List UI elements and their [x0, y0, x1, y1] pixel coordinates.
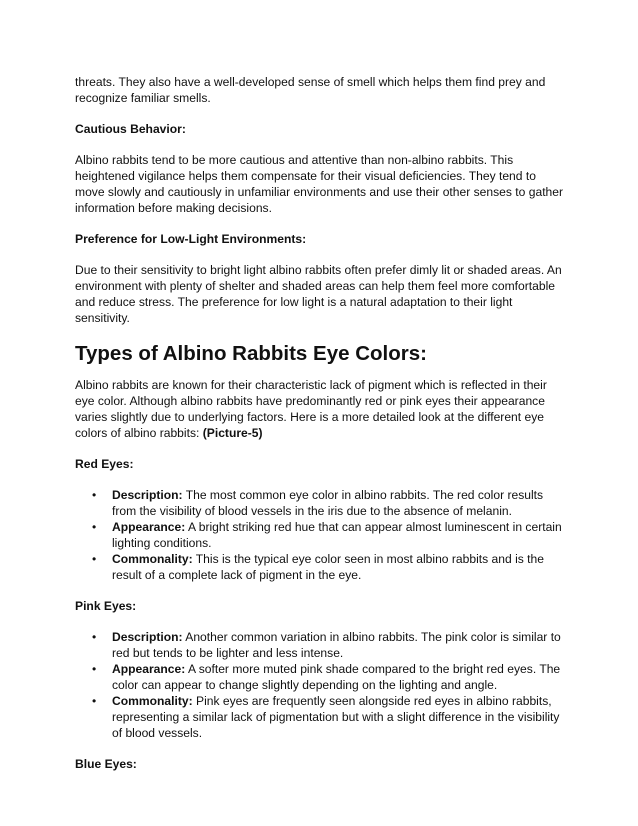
list-item: [75, 693, 565, 741]
item-text: Pink eyes are frequently seen alongside red eyes in albino rabbits, representing a similar lack of pigmentation but with a slight difference in the visibility of blood vessels.: [112, 694, 560, 740]
item-label: Commonality:: [112, 694, 193, 708]
section-intro-paragraph: [75, 377, 565, 441]
red-eyes-list: [75, 487, 565, 583]
list-item: [75, 551, 565, 583]
bullet-icon: •: [92, 520, 97, 534]
item-label: Appearance:: [112, 520, 186, 534]
picture-reference: (Picture-5): [202, 426, 263, 440]
pink-eyes-heading: Pink Eyes:: [75, 599, 137, 613]
item-text: The most common eye color in albino rabbits. The red color results from the visibility of blood vessels in the iris due to the absence of melanin.: [112, 488, 544, 518]
item-label: Appearance:: [112, 662, 186, 676]
bullet-icon: •: [92, 694, 97, 708]
red-eyes-heading: Red Eyes:: [75, 457, 134, 471]
blue-eyes-heading: Blue Eyes:: [75, 757, 137, 771]
list-item: [75, 519, 565, 551]
list-item: [75, 487, 565, 519]
document-body: [75, 74, 565, 787]
item-text: A bright striking red hue that can appear almost luminescent in certain lighting conditions.: [112, 520, 562, 550]
list-item: [75, 661, 565, 693]
pink-eyes-list: [75, 629, 565, 741]
low-light-paragraph: Due to their sensitivity to bright light albino rabbits often prefer dimly lit or shaded areas. An environment with plenty of shelter and shaded areas can help them feel more comfortable and reduce stress. The preference for low light is a natural adaptation to their light sensitivity.: [75, 263, 562, 325]
item-label: Description:: [112, 488, 183, 502]
section-title: Types of Albino Rabbits Eye Colors:: [75, 342, 427, 365]
section-intro-text: Albino rabbits are known for their characteristic lack of pigment which is reflected in their eye color. Although albino rabbits have predominantly red or pink eyes their appearance varies slightly due to underlying factors. Here is a more detailed look at the different eye colors of albino rabbits:: [75, 378, 547, 440]
list-item: [75, 629, 565, 661]
item-label: Description:: [112, 630, 183, 644]
bullet-icon: •: [92, 552, 97, 566]
item-text: A softer more muted pink shade compared to the bright red eyes. The color can appear to change slightly depending on the lighting and angle.: [112, 662, 561, 692]
intro-paragraph: threats. They also have a well-developed sense of smell which helps them find prey and recognize familiar smells.: [75, 75, 546, 105]
bullet-icon: •: [92, 488, 97, 502]
item-text: This is the typical eye color seen in most albino rabbits and is the result of a complete lack of pigment in the eye.: [112, 552, 544, 582]
item-text: Another common variation in albino rabbits. The pink color is similar to red but tends to be lighter and less intense.: [112, 630, 561, 660]
cautious-behavior-paragraph: Albino rabbits tend to be more cautious and attentive than non-albino rabbits. This heightened vigilance helps them compensate for their visual deficiencies. They tend to move slowly and cautiously in unfamiliar environments and use their other senses to gather information before making decisions.: [75, 153, 564, 215]
low-light-heading: Preference for Low-Light Environments:: [75, 232, 307, 246]
cautious-behavior-heading: Cautious Behavior:: [75, 122, 186, 136]
bullet-icon: •: [92, 662, 97, 676]
item-label: Commonality:: [112, 552, 193, 566]
bullet-icon: •: [92, 630, 97, 644]
